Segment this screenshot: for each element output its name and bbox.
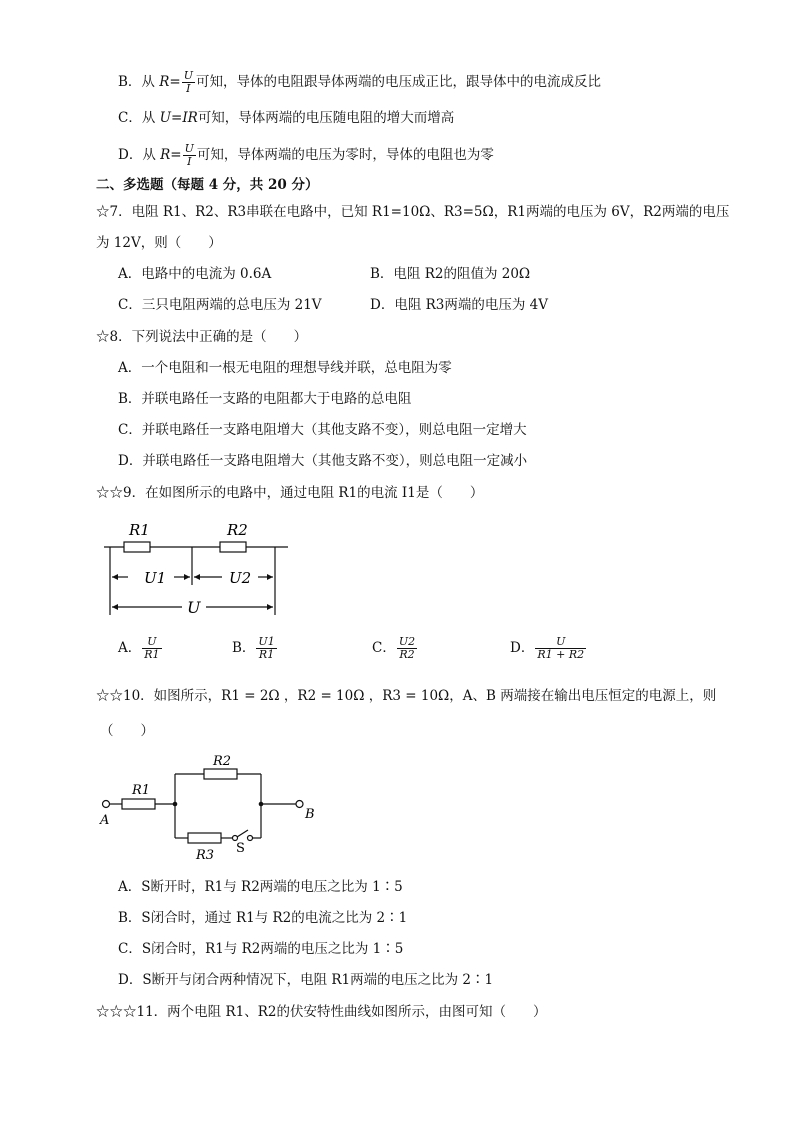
q7-option-a: A．电路中的电流为 0.6A: [118, 266, 272, 282]
q7-option-b: B．电阻 R2的阻值为 20Ω: [370, 266, 531, 282]
q9-option-b: B． $\frac{U1}{R1}$: [232, 635, 275, 661]
fraction-u-over-i: $\frac{U}{I}$: [183, 69, 193, 95]
q10-circuit-diagram: [96, 752, 326, 864]
q8-option-d: D．并联电路任一支路电阻增大（其他支路不变），则总电阻一定减小: [118, 453, 528, 469]
section-title: 二、多选题（每题 4 分，共 20 分）: [96, 177, 319, 193]
label-u2: U2: [229, 569, 252, 587]
q9-option-c: C． $\frac{U2}{R2}$: [372, 635, 416, 661]
q6-option-b: B．从 R= $\frac{U}{I}$ 可知，导体的电阻跟导体两端的电压成正比，跟导体中的电流成反比: [118, 69, 601, 95]
label-r1: R1: [129, 521, 150, 539]
q9-stem: ☆☆9．在如图所示的电路中，通过电阻 R1的电流 I1是（ ）: [96, 485, 484, 501]
q11-stem: ☆☆☆11．两个电阻 R1、R2的伏安特性曲线如图所示，由图可知（ ）: [96, 1004, 547, 1020]
q10-option-b: B．S闭合时，通过 R1与 R2的电流之比为 2∶1: [118, 910, 408, 926]
q10-option-c: C．S闭合时，R1与 R2两端的电压之比为 1∶5: [118, 941, 404, 957]
fraction-u-over-i: $\frac{U}{I}$: [184, 142, 194, 168]
q8-stem: ☆8．下列说法中正确的是（ ）: [96, 329, 308, 345]
q9-option-a: A． $\frac{U}{R1}$: [118, 635, 160, 661]
label-r2: R2: [213, 754, 232, 769]
label-u: U: [187, 598, 201, 617]
label-u1: U1: [144, 569, 167, 587]
q7-option-c: C．三只电阻两端的总电压为 21V: [118, 297, 322, 313]
q9-option-d: D． $\frac{U}{R1 + R2}$: [510, 635, 585, 661]
q6-option-d: D．从 R= $\frac{U}{I}$ 可知，导体两端的电压为零时，导体的电阻也为零: [118, 142, 494, 168]
q10-stem-line2: （ ）: [100, 723, 154, 739]
switch-label: S: [236, 841, 245, 856]
q9-circuit-diagram: [96, 515, 306, 620]
q10-option-a: A．S断开时，R1与 R2两端的电压之比为 1∶5: [118, 879, 403, 895]
q10-option-d: D．S断开与闭合两种情况下，电阻 R1两端的电压之比为 2∶1: [118, 972, 494, 988]
q8-option-b: B．并联电路任一支路的电阻都大于电路的总电阻: [118, 391, 412, 407]
label-r2: R2: [227, 521, 248, 539]
q10-stem-line1: ☆☆10．如图所示，R1 = 2Ω ，R2 = 10Ω ，R3 = 10Ω，A、B 两端接在输出电压恒定的电源上，则: [96, 688, 717, 704]
q7-stem-line1: ☆7．电阻 R1、R2、R3串联在电路中，已知 R1=10Ω、R3=5Ω，R1两端的电压为 6V，R2两端的电压: [96, 204, 730, 220]
label-r1: R1: [132, 783, 151, 798]
q6-option-c: C．从 U=IR可知，导体两端的电压随电阻的增大而增高: [118, 110, 455, 126]
q8-option-a: A．一个电阻和一根无电阻的理想导线并联，总电阻为零: [118, 360, 452, 376]
terminal-a-label: A: [100, 813, 110, 828]
q8-option-c: C．并联电路任一支路电阻增大（其他支路不变），则总电阻一定增大: [118, 422, 527, 438]
terminal-b-label: B: [305, 807, 315, 822]
q7-option-d: D．电阻 R3两端的电压为 4V: [370, 297, 548, 313]
label-r3: R3: [196, 848, 215, 863]
q7-stem-line2: 为 12V，则（ ）: [96, 235, 222, 251]
